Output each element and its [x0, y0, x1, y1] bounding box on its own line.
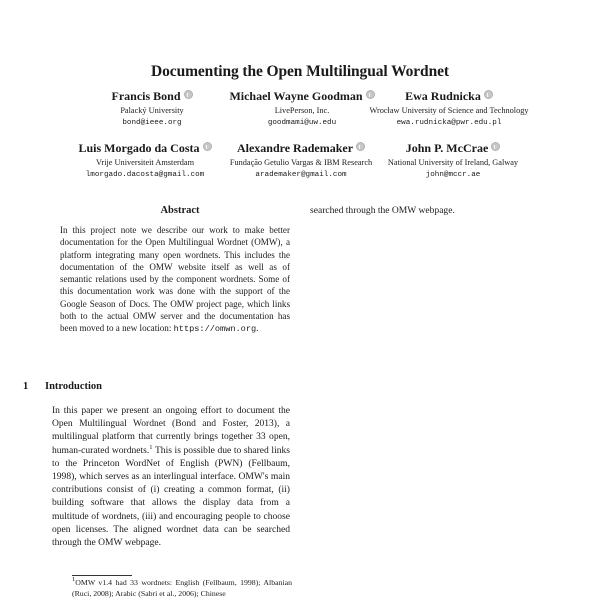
- orcid-icon[interactable]: [203, 142, 212, 151]
- footnote: $^1$OMW v1.4 had 33 wordnets: English (Fellbaum, 1998); Albanian (Ruci, 2008); Arabic (Sabri et al., 2006); Chinese: [72, 576, 292, 598]
- author-affiliation: Palacký University: [120, 106, 184, 115]
- footnote-ref[interactable]: 1: [149, 443, 153, 451]
- orcid-icon[interactable]: [491, 142, 500, 151]
- section-title: Introduction: [45, 381, 102, 392]
- omw-link[interactable]: https://omwn.org: [173, 324, 257, 335]
- author-name: Ewa Rudnicka: [364, 90, 534, 102]
- author-block: [221, 142, 381, 180]
- abstract-heading: Abstract: [160, 205, 200, 216]
- author-block: [82, 90, 222, 128]
- author-name: John P. McCrae: [378, 142, 528, 154]
- author-name: Francis Bond: [82, 90, 222, 102]
- author-email[interactable]: john@mccr.ae: [425, 171, 481, 180]
- author-email[interactable]: bond@ieee.org: [122, 119, 182, 128]
- section-heading: [23, 381, 102, 392]
- author-email[interactable]: ewa.rudnicka@pwr.edu.pl: [396, 119, 502, 128]
- author-affiliation: Wrocław University of Science and Technology: [369, 106, 529, 115]
- author-name: Alexandre Rademaker: [221, 142, 381, 154]
- continued-text: searched through the OMW webpage.: [310, 205, 455, 216]
- orcid-icon[interactable]: [484, 90, 493, 99]
- abstract-text: In this project note we describe our work to make better documentation for the Open Multilingual Wordnet (OMW), a platform integrating many open wordnets. This includes the documentation of the OMW website itself as well as of semantic relations used by the component wordnets. Some of this documentation work was done with the support of the Google Season of Docs. The OMW project page, which links both to the actual OMW server and the documentation has been moved to a new location: https://omwn.org.: [60, 225, 290, 335]
- author-affiliation: LivePerson, Inc.: [274, 106, 330, 115]
- author-block: [364, 90, 534, 128]
- author-affiliation: National University of Ireland, Galway: [387, 158, 519, 167]
- author-affiliation: Vrije Universiteit Amsterdam: [95, 158, 195, 167]
- intro-paragraph-left: In this paper we present an ongoing effort to document the Open Multilingual Wordnet (Bond and Foster, 2013), a multilingual platform that currently brings together 33 open, human-curated wordnets.$^1$ This is possible due to shared links to the Princeton WordNet of English (PWN) (Fellbaum, 1998), which serves as an interlingual interface. OMW's main contributions consist of (i) creating a common format, (ii) building software that allows the display data from a multitude of wordnets, (iii) and encouraging people to choose open licenses. The aligned wordnet data can be searched through the OMW webpage.: [52, 405, 290, 549]
- orcid-icon[interactable]: [356, 142, 365, 151]
- author-block: [222, 90, 382, 128]
- author-email[interactable]: lmorgado.dacosta@gmail.com: [85, 171, 205, 180]
- section-number: 1: [23, 381, 29, 392]
- author-email[interactable]: arademaker@gmail.com: [255, 171, 347, 180]
- author-name: Michael Wayne Goodman: [222, 90, 382, 102]
- footnote-divider: [72, 575, 132, 576]
- author-email[interactable]: goodmami@uw.edu: [267, 119, 337, 128]
- orcid-icon[interactable]: [184, 90, 193, 99]
- author-affiliation: Fundação Getulio Vargas & IBM Research: [229, 158, 373, 167]
- author-name: Luis Morgado da Costa: [70, 142, 220, 154]
- paper-title: Documenting the Open Multilingual Wordnet: [151, 63, 449, 80]
- author-block: [378, 142, 528, 180]
- author-block: [70, 142, 220, 180]
- intro-paragraph-right: [310, 204, 550, 217]
